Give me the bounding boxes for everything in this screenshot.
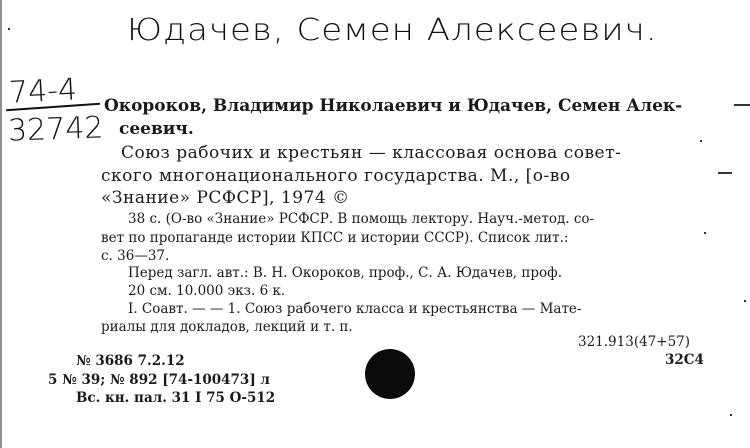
ink-speck [8, 28, 10, 30]
physical-description: 20 см. 10.000 экз. 6 к. [128, 283, 286, 299]
title-line-2: ского многонационального государства. М., [о-во [101, 166, 571, 186]
main-entry-line-1: Окороков, Владимир Николаевич и Юдачев, Семен Алек- [104, 96, 683, 116]
tracings-line-1: I. Соавт. — — 1. Союз рабочего класса и крестьянства — Мате- [128, 301, 582, 317]
footer-line-3: Вс. кн. пал. 31 I 75 О-512 [76, 390, 276, 406]
main-entry-line-2: сеевич. [119, 119, 194, 139]
collation-line-3: с. 36—37. [101, 248, 170, 264]
footer-line-2: 5 № 39; № 892 [74-100473] л [48, 372, 270, 388]
ink-speck [700, 140, 702, 142]
authors-note: Перед загл. авт.: В. Н. Окороков, проф., С. А. Юдачев, проф. [128, 265, 563, 281]
udc-code: 321.913(47+57) [578, 334, 691, 350]
title-line-1: Союз рабочих и крестьян — классовая основа совет- [121, 143, 622, 163]
right-edge-mark [718, 172, 732, 174]
footer-line-1: № 3686 7.2.12 [76, 353, 185, 369]
handwritten-shelfmark-bottom: 32742 [7, 110, 105, 149]
ink-speck [704, 232, 706, 234]
ink-stamp-dot [365, 349, 415, 399]
collation-line-1: 38 с. (О-во «Знание» РСФСР. В помощь лектору. Науч.-метод. со- [128, 211, 595, 227]
ink-speck [744, 300, 746, 302]
ink-speck [730, 414, 732, 416]
title-line-3: «Знание» РСФСР], 1974 © [101, 188, 350, 208]
card-left-edge [0, 0, 2, 448]
collation-line-2: вет по пропаганде истории КПСС и истории СССР). Список лит.: [101, 230, 569, 246]
tracings-line-2: риалы для докладов, лекций и т. п. [101, 319, 353, 335]
right-edge-mark [734, 104, 750, 106]
handwritten-shelfmark-top: 74-4 [8, 72, 78, 111]
bbk-code: 32С4 [665, 352, 704, 368]
handwritten-heading: Юдачев, Семен Алексеевич. [127, 12, 658, 48]
